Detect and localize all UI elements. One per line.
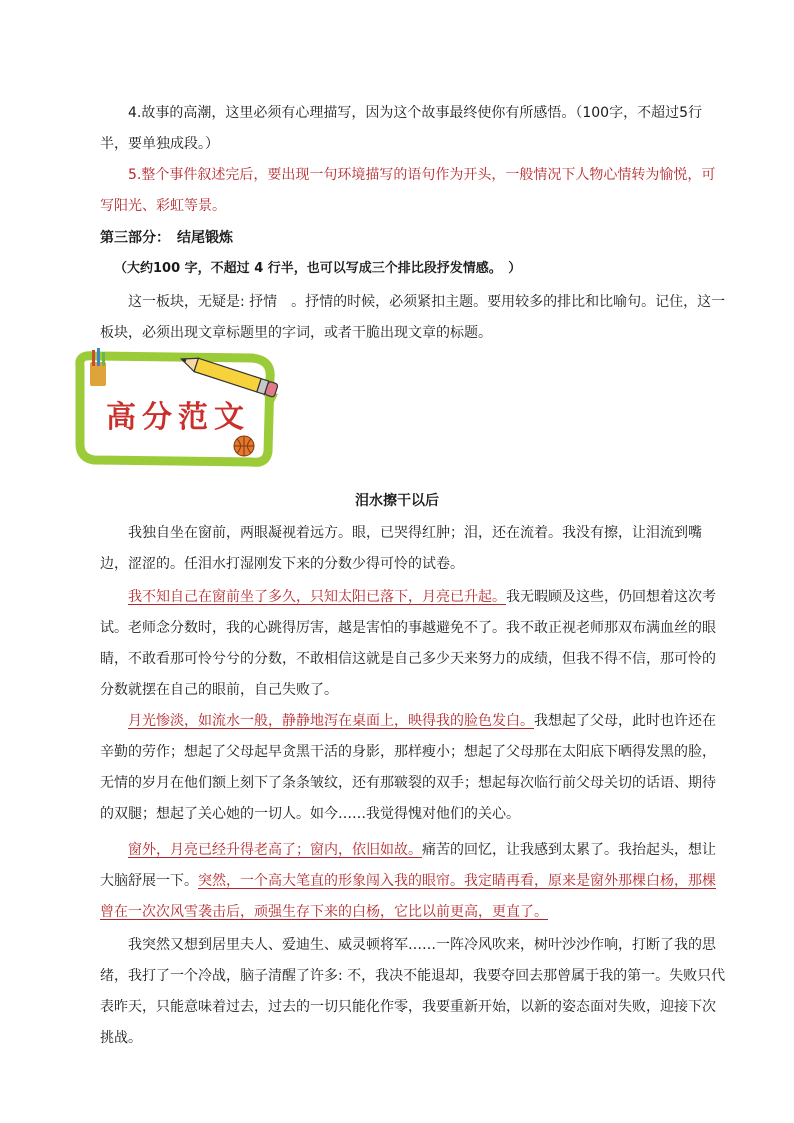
high-score-essay-badge	[72, 348, 282, 468]
essay-paragraph-5: 我突然又想到居里夫人、爱迪生、威灵顿将军……一阵冷风吹来，树叶沙沙作响，打断了我的思绪，我打了一个冷战，脑子清醒了许多: 不，我决不能退却，我要夺回去那曾属于我的第一。失败只代表昨天，只能意味着过去，过去的一切只能化作零，我要重新开始，以新的姿态面对失败，迎接下次挑战。	[100, 937, 726, 1046]
essay-paragraph-1: 我独自坐在窗前，两眼凝视着远方。眼，已哭得红肿；泪，还在流着。我没有擦，让泪流到嘴边，涩涩的。任泪水打湿刚发下来的分数少得可怜的试卷。	[100, 525, 702, 572]
essay-paragraph-4	[100, 835, 726, 928]
paragraph-item-5: 5.整个事件叙述完后，要出现一句环境描写的语句作为开头，一般情况下人物心情转为愉悦，可写阳光、彩虹等景。	[100, 167, 716, 214]
highlighted-sentence: 突然，一个高大笔直的形象闯入我的眼帘。我定睛再看，原来是窗外那棵白杨，那棵曾在一次次风雪袭击后，顽强生存下来的白杨，它比以前更高，更直了。	[100, 873, 716, 920]
paragraph-item-4: 4.故事的高潮，这里必须有心理描写，因为这个故事最终使你有所感悟。（100字，不超过5行半，要单独成段。）	[100, 105, 702, 152]
paragraph-text: 我无暇顾及这些，仍回想着这次考试。老师念分数时，我的心跳得厉害，越是害怕的事越避免不了。我不敢正视老师那双布满血丝的眼睛，不敢看那可怜兮兮的分数，不敢相信这就是自己多少天来努力的成绩，但我不得不信，那可怜的分数就摆在自己的眼前，自己失败了。	[100, 589, 716, 698]
paragraph-text: 我想起了父母，此时也许还在辛勤的劳作；想起了父母起早贪黑干活的身影，那样瘦小；想起了父母那在太阳底下晒得发黑的脸，无情的岁月在他们额上刻下了条条皱纹，还有那皲裂的双手；想起每次临行前父母关切的话语、期待的双腿；想起了关心她的一切人。如今……我觉得愧对他们的关心。	[100, 713, 716, 822]
badge-title: 高分范文	[106, 400, 250, 435]
paragraph-text: 痛苦的回忆，让我感到太累了。我抬起头，想让大脑舒展一下。	[100, 842, 716, 889]
highlighted-sentence: 月光惨淡，如流水一般，静静地泻在桌面上，映得我的脸色发白。	[128, 713, 534, 729]
pencil-cup-icon	[84, 348, 112, 388]
basketball-icon	[232, 434, 256, 458]
section-3-heading: 第三部分： 结尾锻炼	[100, 230, 233, 246]
essay-paragraph-2	[100, 582, 726, 706]
highlighted-sentence: 窗外，月亮已经升得老高了；窗内，依旧如故。	[128, 842, 422, 858]
section-3-note: （大约100 字，不超过 4 行半，也可以写成三个排比段抒发情感。 ）	[114, 261, 522, 276]
essay-paragraph-3	[100, 706, 726, 830]
section-3-body: 这一板块，无疑是: 抒情 。抒情的时候，必须紧扣主题。要用较多的排比和比喻句。记住，这一板块，必须出现文章标题里的字词，或者干脆出现文章的标题。	[100, 294, 726, 341]
essay-title: 泪水擦干以后	[355, 493, 439, 509]
highlighted-sentence: 我不知自己在窗前坐了多久，只知太阳已落下，月亮已升起。	[128, 589, 506, 605]
